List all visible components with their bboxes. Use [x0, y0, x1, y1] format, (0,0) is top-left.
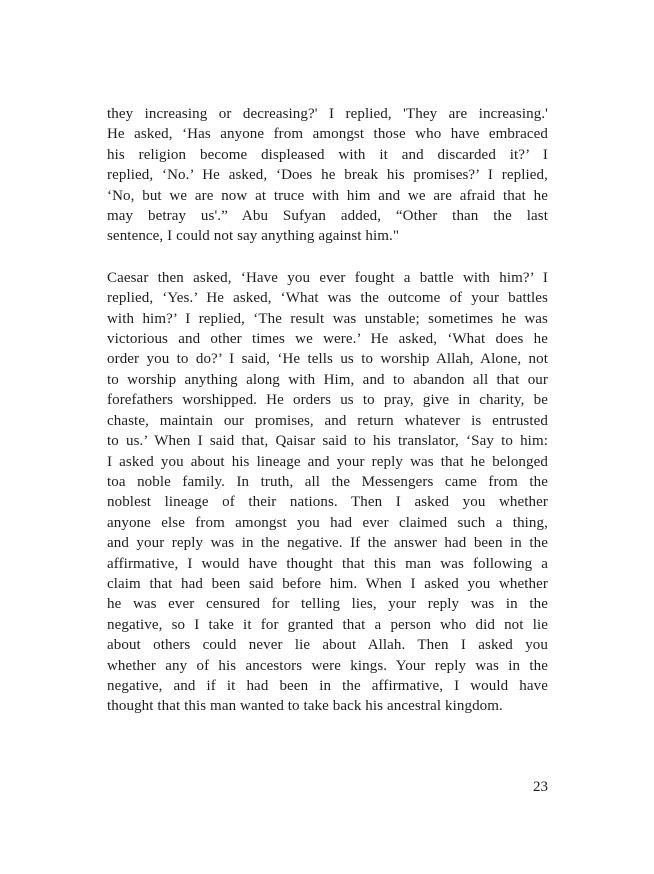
- text-line: and your reply was in the negative. If the answer had been in the: [107, 535, 548, 552]
- text-line: his religion become displeased with it and discarded it?’ I: [107, 146, 548, 163]
- text-line: they increasing or decreasing?' I replied, 'They are increasing.': [107, 106, 548, 122]
- paragraph: [107, 104, 548, 247]
- text-line: Caesar then asked, ‘Have you ever fought a battle with him?’ I: [107, 269, 548, 286]
- text-line: order you to do?’ I said, ‘He tells us to worship Allah, Alone, not: [107, 351, 548, 368]
- page-number: 23: [533, 779, 548, 795]
- text-line: claim that had been said before him. When I asked you whether: [107, 575, 548, 592]
- text-line: negative, so I take it for granted that a person who did not lie: [107, 616, 548, 633]
- text-line: to us.’ When I said that, Qaisar said to his translator, ‘Say to him:: [107, 433, 548, 450]
- text-line: may betray us'.” Abu Sufyan added, “Other than the last: [107, 208, 548, 225]
- text-line: replied, ‘No.’ He asked, ‘Does he break his promises?’ I replied,: [107, 167, 548, 184]
- text-line: replied, ‘Yes.’ He asked, ‘What was the outcome of your battles: [107, 290, 548, 307]
- text-line: chaste, maintain our promises, and return whatever is entrusted: [107, 412, 548, 429]
- text-line: ‘No, but we are now at truce with him and we are afraid that he: [107, 187, 548, 204]
- text-line: toa noble family. In truth, all the Messengers came from the: [107, 473, 548, 490]
- paragraph: [107, 268, 548, 717]
- text-line: He asked, ‘Has anyone from amongst those who have embraced: [107, 126, 548, 143]
- text-line: with him?’ I replied, ‘The result was unstable; sometimes he was: [107, 310, 548, 327]
- text-line: forefathers worshipped. He orders us to pray, give in charity, be: [107, 392, 548, 409]
- text-line: anyone else from amongst you had ever claimed such a thing,: [107, 514, 548, 531]
- text-line: sentence, I could not say anything against him.": [107, 228, 400, 245]
- text-line: affirmative, I would have thought that this man was following a: [107, 555, 548, 572]
- text-line: negative, and if it had been in the affirmative, I would have: [107, 677, 548, 694]
- text-line: victorious and other times we were.’ He asked, ‘What does he: [107, 331, 548, 348]
- page-text: [107, 104, 548, 738]
- text-line: thought that this man wanted to take back his ancestral kingdom.: [107, 698, 503, 715]
- text-line: whether any of his ancestors were kings. Your reply was in the: [107, 657, 548, 674]
- text-line: about others could never lie about Allah. Then I asked you: [107, 637, 548, 654]
- text-line: I asked you about his lineage and your reply was that he belonged: [107, 453, 548, 470]
- text-line: to worship anything along with Him, and to abandon all that our: [107, 371, 548, 388]
- text-line: he was ever censured for telling lies, your reply was in the: [107, 596, 548, 613]
- text-line: noblest lineage of their nations. Then I asked you whether: [107, 494, 548, 511]
